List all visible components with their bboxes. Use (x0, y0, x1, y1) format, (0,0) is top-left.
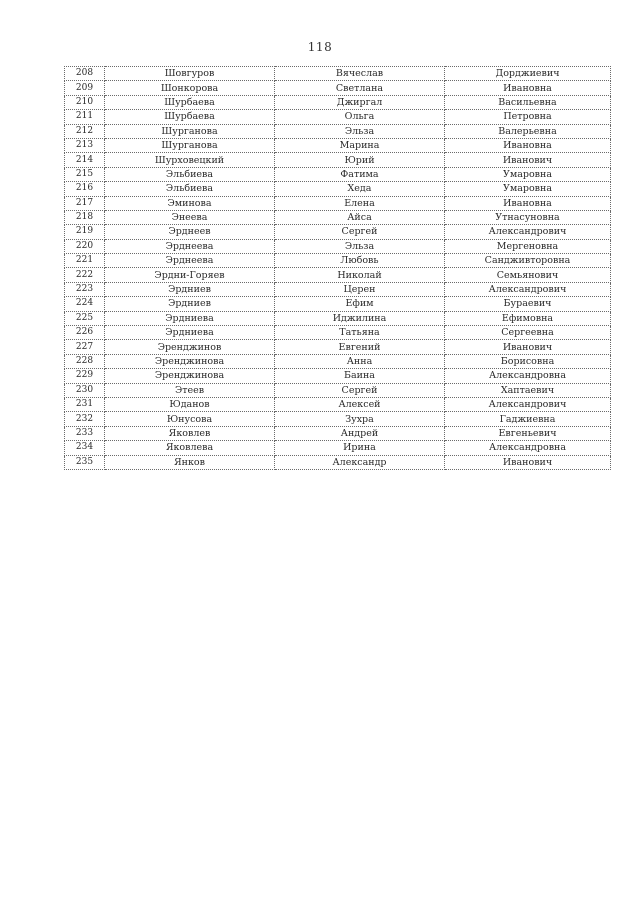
first-name-cell: Эльза (275, 239, 445, 253)
row-number-cell: 220 (65, 239, 105, 253)
row-number-cell: 231 (65, 397, 105, 411)
surname-cell: Шурбаева (105, 110, 275, 124)
table-row (65, 254, 611, 268)
patronymic-cell: Хаптаевич (445, 383, 611, 397)
patronymic-cell: Евгеньевич (445, 426, 611, 440)
row-number-cell: 215 (65, 167, 105, 181)
table-row (65, 426, 611, 440)
first-name-cell: Иджилина (275, 311, 445, 325)
first-name-cell: Юрий (275, 153, 445, 167)
surname-cell: Шурбаева (105, 95, 275, 109)
table-row (65, 412, 611, 426)
first-name-cell: Елена (275, 196, 445, 210)
patronymic-cell: Умаровна (445, 182, 611, 196)
patronymic-cell: Ивановна (445, 81, 611, 95)
table-row (65, 311, 611, 325)
first-name-cell: Андрей (275, 426, 445, 440)
surname-cell: Эрдни-Горяев (105, 268, 275, 282)
table-row (65, 340, 611, 354)
table-row (65, 110, 611, 124)
row-number-cell: 208 (65, 67, 105, 81)
patronymic-cell: Александрович (445, 225, 611, 239)
surname-cell: Шурганова (105, 124, 275, 138)
first-name-cell: Алексей (275, 397, 445, 411)
row-number-cell: 219 (65, 225, 105, 239)
page-number: 118 (307, 40, 333, 54)
first-name-cell: Баина (275, 369, 445, 383)
surname-cell: Энеева (105, 210, 275, 224)
first-name-cell: Вячеслав (275, 67, 445, 81)
row-number-cell: 211 (65, 110, 105, 124)
first-name-cell: Александр (275, 455, 445, 469)
table-row (65, 383, 611, 397)
first-name-cell: Светлана (275, 81, 445, 95)
surname-cell: Шонкорова (105, 81, 275, 95)
table-row (65, 182, 611, 196)
patronymic-cell: Александровна (445, 441, 611, 455)
first-name-cell: Айса (275, 210, 445, 224)
surname-cell: Эрднеева (105, 239, 275, 253)
first-name-cell: Ольга (275, 110, 445, 124)
row-number-cell: 234 (65, 441, 105, 455)
surname-cell: Эминова (105, 196, 275, 210)
surname-cell: Яковлева (105, 441, 275, 455)
roster-table (64, 66, 611, 470)
row-number-cell: 222 (65, 268, 105, 282)
row-number-cell: 214 (65, 153, 105, 167)
patronymic-cell: Александрович (445, 397, 611, 411)
first-name-cell: Евгений (275, 340, 445, 354)
first-name-cell: Любовь (275, 254, 445, 268)
table-row (65, 441, 611, 455)
row-number-cell: 235 (65, 455, 105, 469)
surname-cell: Эрдниев (105, 297, 275, 311)
surname-cell: Эрдниева (105, 311, 275, 325)
row-number-cell: 218 (65, 210, 105, 224)
table-row (65, 167, 611, 181)
row-number-cell: 228 (65, 354, 105, 368)
patronymic-cell: Ивановна (445, 138, 611, 152)
surname-cell: Юданов (105, 397, 275, 411)
patronymic-cell: Ивановна (445, 196, 611, 210)
patronymic-cell: Сандживторовна (445, 254, 611, 268)
surname-cell: Этеев (105, 383, 275, 397)
row-number-cell: 225 (65, 311, 105, 325)
surname-cell: Эренджинов (105, 340, 275, 354)
table-row (65, 239, 611, 253)
surname-cell: Эрднеев (105, 225, 275, 239)
first-name-cell: Анна (275, 354, 445, 368)
row-number-cell: 224 (65, 297, 105, 311)
surname-cell: Эльбиева (105, 182, 275, 196)
surname-cell: Шурховецкий (105, 153, 275, 167)
first-name-cell: Эльза (275, 124, 445, 138)
table-row (65, 268, 611, 282)
patronymic-cell: Иванович (445, 153, 611, 167)
patronymic-cell: Петровна (445, 110, 611, 124)
patronymic-cell: Мергеновна (445, 239, 611, 253)
row-number-cell: 226 (65, 326, 105, 340)
first-name-cell: Ефим (275, 297, 445, 311)
row-number-cell: 223 (65, 282, 105, 296)
first-name-cell: Хеда (275, 182, 445, 196)
table-row (65, 282, 611, 296)
table-row (65, 297, 611, 311)
patronymic-cell: Утнасуновна (445, 210, 611, 224)
surname-cell: Эрднеева (105, 254, 275, 268)
surname-cell: Шовгуров (105, 67, 275, 81)
table-row (65, 397, 611, 411)
patronymic-cell: Умаровна (445, 167, 611, 181)
patronymic-cell: Бураевич (445, 297, 611, 311)
table-row (65, 369, 611, 383)
table-row (65, 138, 611, 152)
surname-cell: Эрдниев (105, 282, 275, 296)
row-number-cell: 233 (65, 426, 105, 440)
row-number-cell: 217 (65, 196, 105, 210)
patronymic-cell: Сергеевна (445, 326, 611, 340)
first-name-cell: Ирина (275, 441, 445, 455)
row-number-cell: 209 (65, 81, 105, 95)
first-name-cell: Фатима (275, 167, 445, 181)
table-row (65, 153, 611, 167)
patronymic-cell: Борисовна (445, 354, 611, 368)
first-name-cell: Марина (275, 138, 445, 152)
surname-cell: Юнусова (105, 412, 275, 426)
table-row (65, 210, 611, 224)
row-number-cell: 213 (65, 138, 105, 152)
row-number-cell: 227 (65, 340, 105, 354)
surname-cell: Эренджинова (105, 369, 275, 383)
first-name-cell: Зухра (275, 412, 445, 426)
table-row (65, 95, 611, 109)
row-number-cell: 216 (65, 182, 105, 196)
patronymic-cell: Александровна (445, 369, 611, 383)
patronymic-cell: Васильевна (445, 95, 611, 109)
surname-cell: Шурганова (105, 138, 275, 152)
surname-cell: Янков (105, 455, 275, 469)
table-row (65, 196, 611, 210)
patronymic-cell: Семьянович (445, 268, 611, 282)
table-row (65, 326, 611, 340)
row-number-cell: 221 (65, 254, 105, 268)
row-number-cell: 230 (65, 383, 105, 397)
patronymic-cell: Валерьевна (445, 124, 611, 138)
first-name-cell: Татьяна (275, 326, 445, 340)
row-number-cell: 229 (65, 369, 105, 383)
first-name-cell: Церен (275, 282, 445, 296)
row-number-cell: 212 (65, 124, 105, 138)
table-row (65, 225, 611, 239)
table-row (65, 124, 611, 138)
roster-body (65, 67, 611, 470)
patronymic-cell: Дорджиевич (445, 67, 611, 81)
patronymic-cell: Иванович (445, 340, 611, 354)
first-name-cell: Сергей (275, 225, 445, 239)
patronymic-cell: Александрович (445, 282, 611, 296)
table-row (65, 81, 611, 95)
patronymic-cell: Иванович (445, 455, 611, 469)
surname-cell: Эльбиева (105, 167, 275, 181)
table-row (65, 354, 611, 368)
table-row (65, 67, 611, 81)
row-number-cell: 232 (65, 412, 105, 426)
patronymic-cell: Гаджиевна (445, 412, 611, 426)
row-number-cell: 210 (65, 95, 105, 109)
surname-cell: Эрдниева (105, 326, 275, 340)
surname-cell: Яковлев (105, 426, 275, 440)
first-name-cell: Сергей (275, 383, 445, 397)
patronymic-cell: Ефимовна (445, 311, 611, 325)
surname-cell: Эренджинова (105, 354, 275, 368)
table-row (65, 455, 611, 469)
first-name-cell: Николай (275, 268, 445, 282)
first-name-cell: Джиргал (275, 95, 445, 109)
